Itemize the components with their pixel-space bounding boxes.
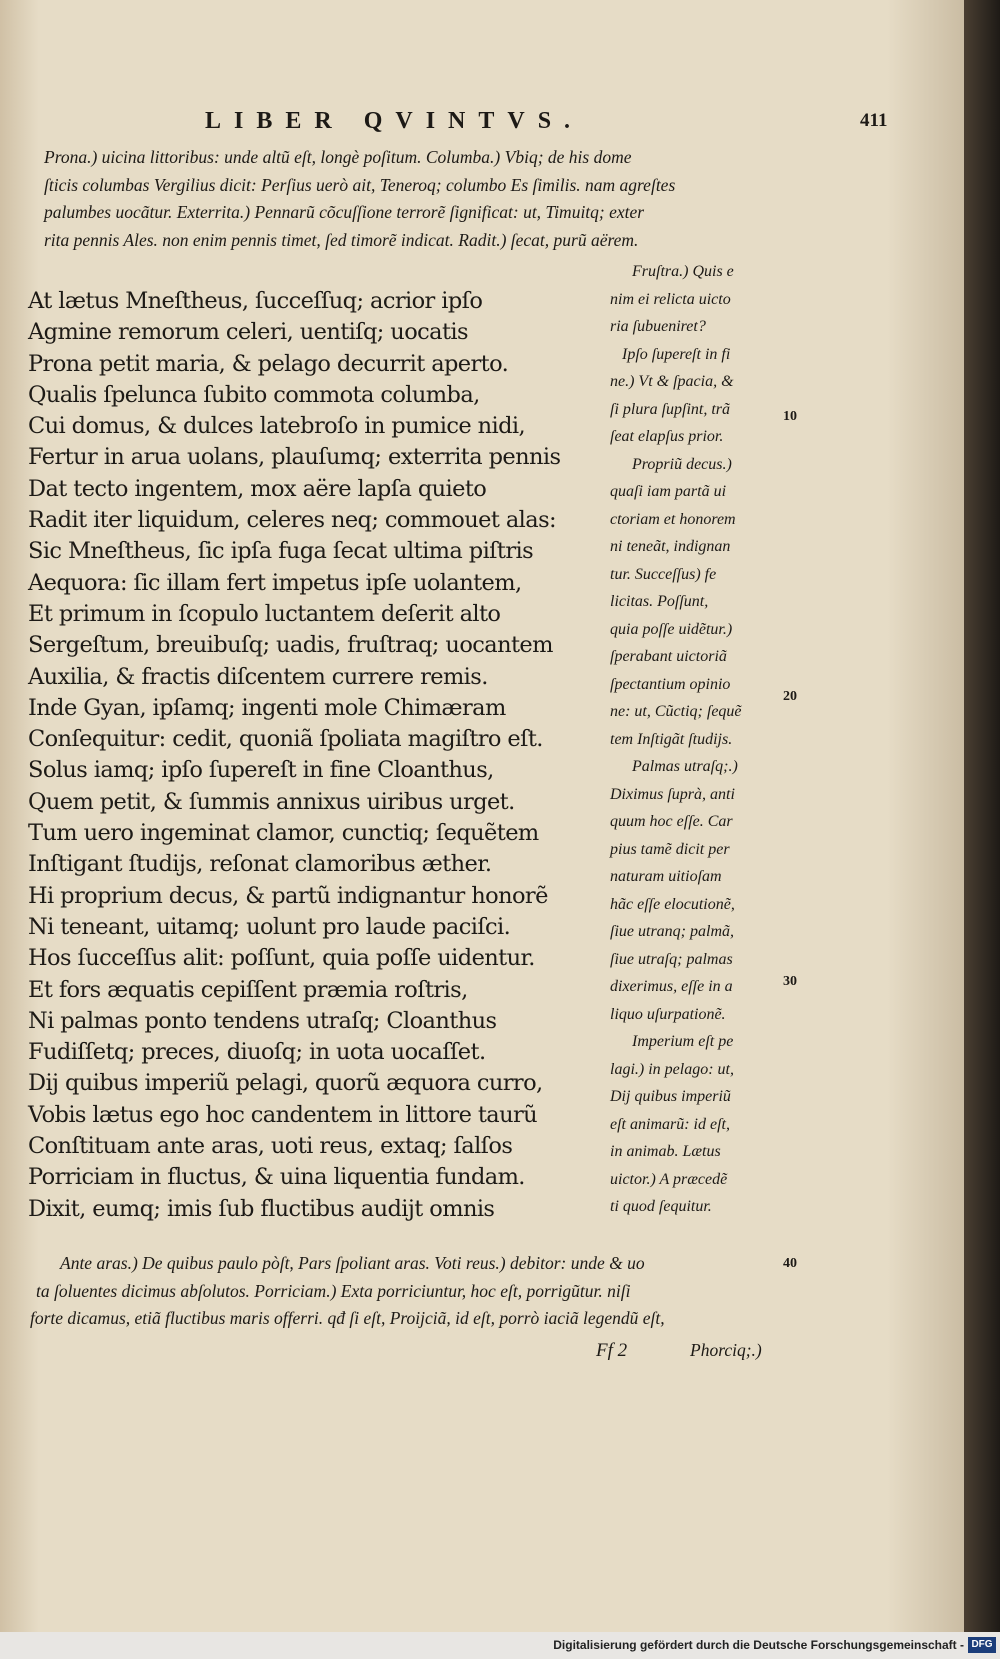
marginal-note-line: ſpectantium opinio bbox=[610, 675, 731, 693]
verse-line: Agmine remorum celeri, uentiſq; uocatis bbox=[28, 319, 468, 346]
verse-line: Porriciam in fluctus, & uina liquentia fundam. bbox=[28, 1164, 525, 1191]
marginal-note-line: quaſi iam partã ui bbox=[610, 483, 727, 500]
verse-line: Dij quibus imperiũ pelagi, quorũ æquora curro, bbox=[28, 1070, 543, 1097]
marginal-note-line: Diximus ſuprà, anti bbox=[610, 785, 735, 803]
marginal-note-line: Dij quibus imperiũ bbox=[610, 1088, 731, 1105]
verse-line: Sergeſtum, breuibuſq; uadis, fruſtraq; uocantem bbox=[28, 632, 553, 659]
marginal-note-line: uictor.) A præcedẽ bbox=[610, 1170, 728, 1188]
marginal-note-line: eſt animarũ: id eſt, bbox=[610, 1115, 730, 1133]
verse-line: Quem petit, & ſummis annixus uiribus urget. bbox=[28, 788, 515, 815]
binding-edge bbox=[964, 0, 1000, 1632]
verse-line: Dat tecto ingentem, mox aëre lapſa quieto bbox=[28, 475, 487, 502]
verse-line: Inde Gyan, ipſamq; ingenti mole Chimæram bbox=[28, 694, 506, 721]
commentary-line: rita pennis Ales. non enim pennis timet, ſed timorẽ indicat. Radit.) ſecat, purũ aërem. bbox=[44, 229, 639, 250]
commentary-top bbox=[44, 144, 804, 254]
marginal-note-line: ni teneãt, indignan bbox=[610, 538, 731, 555]
marginal-commentary bbox=[610, 258, 810, 1221]
verse-line: Fertur in arua uolans, plauſumq; exterrita pennis bbox=[28, 444, 561, 471]
marginal-note-line: quia poſſe uidẽtur.) bbox=[610, 620, 733, 638]
footer-bar bbox=[0, 1632, 1000, 1659]
marginal-note-line: ſi plura ſupſint, trã bbox=[610, 400, 731, 418]
marginal-note-line: ti quod ſequitur. bbox=[610, 1198, 712, 1215]
verse-line: Solus iamq; ipſo ſupereſt in fine Cloanthus, bbox=[28, 757, 494, 784]
verse-line: Qualis ſpelunca ſubito commota columba, bbox=[28, 381, 480, 408]
marginal-note-line: tur. Succeſſus) fe bbox=[610, 565, 717, 583]
funding-credit: Digitalisierung gefördert durch die Deutsche Forschungsgemeinschaft - bbox=[553, 1638, 964, 1652]
verse-line: Dixit, eumq; imis ſub fluctibus audijt omnis bbox=[28, 1195, 495, 1222]
commentary-line: ſticis columbas Vergilius dicit: Perſius uerò ait, Teneroq; columbo Es ſimilis. nam agreſtes bbox=[44, 174, 676, 195]
verse-line: Et fors æquatis cepiſſent præmia roſtris, bbox=[28, 976, 468, 1003]
line-number: 30 bbox=[783, 974, 797, 989]
marginal-note-line: hãc eſſe elocutionẽ, bbox=[610, 895, 735, 913]
verse-line: Radit iter liquidum, celeres neq; commouet alas: bbox=[28, 507, 556, 534]
commentary-line: Ante aras.) De quibus paulo pòſt, Pars ſpoliant aras. Voti reus.) debitor: unde & uo bbox=[60, 1253, 645, 1273]
marginal-note-line: dixerimus, eſſe in a bbox=[610, 978, 733, 995]
marginal-note-line: quum hoc eſſe. Car bbox=[610, 813, 733, 830]
verse-line: Inſtigant ſtudijs, reſonat clamoribus æther. bbox=[28, 851, 492, 878]
marginal-note-line: ctoriam et honorem bbox=[610, 510, 736, 528]
marginal-note-line: ſiue utraſq; palmas bbox=[610, 950, 733, 968]
line-number: 10 bbox=[783, 409, 797, 424]
marginal-note-line: ſiue utranq; palmã, bbox=[610, 923, 734, 940]
commentary-line: palumbes uocãtur. Exterrita.) Pennarũ cõcuſſione terrorẽ ſignificat: ut, Timuitq; exter bbox=[44, 202, 645, 222]
dfg-logo-icon[interactable]: DFG bbox=[968, 1637, 996, 1653]
verse-line: Ni teneant, uitamq; uolunt pro laude paciſci. bbox=[28, 913, 511, 940]
marginal-note-line: pius tamẽ dicit per bbox=[610, 840, 730, 858]
marginal-note-line: licitas. Poſſunt, bbox=[610, 593, 709, 610]
verse-line: Prona petit maria, & pelago decurrit aperto. bbox=[28, 350, 509, 377]
marginal-note-line: Palmas utraſq;.) bbox=[632, 758, 738, 775]
verse-line: Aequora: ſic illam fert impetus ipſe uolantem, bbox=[28, 569, 522, 596]
verse-line: Vobis lætus ego hoc candentem in littore taurũ bbox=[28, 1101, 538, 1128]
running-head bbox=[0, 108, 964, 138]
marginal-note-line: Ipſo ſupereſt in fi bbox=[622, 345, 731, 363]
verse-line: Conſtituam ante aras, uoti reus, extaq; ſalſos bbox=[28, 1133, 513, 1160]
marginal-note-line: ne.) Vt & ſpacia, & bbox=[610, 373, 734, 390]
verse-line: Fudiſſetq; preces, diuoſq; in uota uocaſſet. bbox=[28, 1039, 486, 1066]
marginal-note-line: nim ei relicta uicto bbox=[610, 290, 731, 308]
marginal-note-line: ſperabant uictoriã bbox=[610, 648, 727, 665]
commentary-line: Prona.) uicina littoribus: unde altũ eſt, longè poſitum. Columba.) Vbiq; de his dome bbox=[44, 147, 632, 167]
marginal-note-line: naturam uitioſam bbox=[610, 868, 722, 885]
verse-line: Hos ſucceſſus alit: poſſunt, quia poſſe uidentur. bbox=[28, 945, 535, 972]
verse-line: Et primum in ſcopulo luctantem deſerit alto bbox=[28, 600, 501, 627]
signature-mark: Ff 2 bbox=[596, 1340, 628, 1361]
page-number: 411 bbox=[860, 110, 888, 131]
verse-line: Sic Mneſtheus, ſic ipſa fuga ſecat ultima piſtris bbox=[28, 538, 534, 565]
marginal-note-line: ria ſubueniret? bbox=[610, 318, 706, 335]
catchword: Phorciq;.) bbox=[690, 1340, 762, 1360]
verse-line: Cui domus, & dulces latebroſo in pumice nidi, bbox=[28, 413, 526, 440]
verse-line: Conſequitur: cedit, quoniã ſpoliata magiſtro eſt. bbox=[28, 726, 543, 753]
running-title: LIBER QVINTVS. bbox=[205, 108, 584, 134]
marginal-note-line: liquo uſurpationẽ. bbox=[610, 1005, 726, 1023]
commentary-bottom bbox=[28, 1250, 788, 1333]
line-number: 20 bbox=[783, 689, 797, 704]
verse-line: Ni palmas ponto tendens utraſq; Cloanthus bbox=[28, 1007, 497, 1034]
commentary-line: forte dicamus, etiã fluctibus maris offerri. qđ ſi eſt, Proijciã, id eſt, porrò iaciã legendũ eſt, bbox=[30, 1308, 665, 1328]
verse-line: Auxilia, & fractis diſcentem currere remis. bbox=[28, 663, 488, 690]
verse-line: Hi proprium decus, & partũ indignantur honorẽ bbox=[28, 882, 548, 909]
marginal-note-line: lagi.) in pelago: ut, bbox=[610, 1060, 734, 1078]
verse-line: Tum uero ingeminat clamor, cunctiq; ſequẽtem bbox=[28, 820, 539, 847]
marginal-note-line: ſeat elapſus prior. bbox=[610, 428, 724, 445]
commentary-line: ta ſoluentes dicimus abſolutos. Porriciam.) Exta porriciuntur, hoc eſt, porrigũtur. niſi bbox=[36, 1280, 631, 1301]
marginal-note-line: Imperium eſt pe bbox=[632, 1033, 734, 1050]
marginal-note-line: Propriũ decus.) bbox=[632, 455, 732, 473]
verse-line: At lætus Mneſtheus, ſucceſſuq; acrior ipſo bbox=[28, 288, 483, 314]
marginal-note-line: in animab. Lætus bbox=[610, 1143, 721, 1160]
verse-block bbox=[28, 286, 618, 1225]
line-number: 40 bbox=[783, 1256, 797, 1271]
marginal-note-line: Fruſtra.) Quis e bbox=[632, 263, 734, 280]
marginal-note-line: tem Inſtigãt ſtudijs. bbox=[610, 730, 733, 748]
marginal-note-line: ne: ut, Cũctiq; ſequẽ bbox=[610, 703, 742, 720]
